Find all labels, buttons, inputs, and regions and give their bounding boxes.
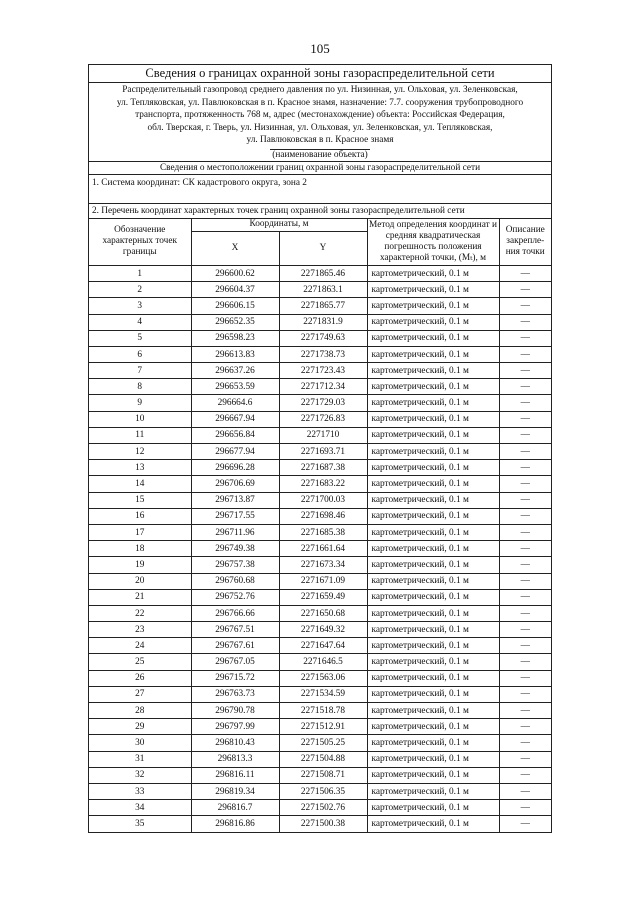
method-cell: картометрический, 0.1 м — [367, 314, 499, 330]
x-cell: 296767.61 — [191, 638, 279, 654]
x-cell: 296813.3 — [191, 751, 279, 767]
description-cell: — — [499, 298, 551, 314]
point-cell: 32 — [89, 767, 191, 783]
table-row — [89, 444, 551, 460]
method-cell: картометрический, 0.1 м — [367, 508, 499, 524]
description-cell: — — [499, 719, 551, 735]
description-cell: — — [499, 444, 551, 460]
table-row — [89, 800, 551, 816]
point-cell: 18 — [89, 541, 191, 557]
x-cell: 296819.34 — [191, 783, 279, 799]
y-cell: 2271723.43 — [279, 363, 367, 379]
table-row — [89, 541, 551, 557]
y-cell: 2271671.09 — [279, 573, 367, 589]
point-cell: 3 — [89, 298, 191, 314]
x-cell: 296816.11 — [191, 767, 279, 783]
method-cell: картометрический, 0.1 м — [367, 330, 499, 346]
method-cell: картометрический, 0.1 м — [367, 783, 499, 799]
point-cell: 22 — [89, 605, 191, 621]
y-cell: 2271726.83 — [279, 411, 367, 427]
table-row — [89, 346, 551, 362]
table-row — [89, 735, 551, 751]
x-cell: 296613.83 — [191, 346, 279, 362]
object-description-line: ул. Павлюковская в п. Красное знамя — [246, 135, 394, 146]
point-cell: 9 — [89, 395, 191, 411]
description-cell: — — [499, 751, 551, 767]
y-cell: 2271749.63 — [279, 330, 367, 346]
y-cell: 2271506.35 — [279, 783, 367, 799]
table-row — [89, 298, 551, 314]
x-cell: 296715.72 — [191, 670, 279, 686]
point-cell: 2 — [89, 282, 191, 298]
point-cell: 29 — [89, 719, 191, 735]
description-cell: — — [499, 605, 551, 621]
point-cell: 19 — [89, 557, 191, 573]
header-description: Описание закрепле-ния точки — [499, 219, 551, 266]
description-cell: — — [499, 395, 551, 411]
point-cell: 20 — [89, 573, 191, 589]
point-cell: 7 — [89, 363, 191, 379]
section-title: Сведения о местоположении границ охранной зоны газораспределительной сети — [89, 161, 551, 175]
y-cell: 2271729.03 — [279, 395, 367, 411]
point-cell: 31 — [89, 751, 191, 767]
y-cell: 2271698.46 — [279, 508, 367, 524]
table-row — [89, 476, 551, 492]
x-cell: 296810.43 — [191, 735, 279, 751]
method-cell: картометрический, 0.1 м — [367, 654, 499, 670]
table-row — [89, 638, 551, 654]
y-cell: 2271693.71 — [279, 444, 367, 460]
description-cell: — — [499, 767, 551, 783]
point-cell: 13 — [89, 460, 191, 476]
description-cell: — — [499, 622, 551, 638]
y-cell: 2271563.06 — [279, 670, 367, 686]
x-cell: 296757.38 — [191, 557, 279, 573]
description-cell: — — [499, 541, 551, 557]
point-cell: 27 — [89, 686, 191, 702]
description-cell: — — [499, 314, 551, 330]
point-cell: 17 — [89, 524, 191, 540]
method-cell: картометрический, 0.1 м — [367, 411, 499, 427]
y-cell: 2271647.64 — [279, 638, 367, 654]
point-cell: 25 — [89, 654, 191, 670]
method-cell: картометрический, 0.1 м — [367, 265, 499, 281]
method-cell: картометрический, 0.1 м — [367, 444, 499, 460]
point-cell: 15 — [89, 492, 191, 508]
description-cell: — — [499, 783, 551, 799]
x-cell: 296763.73 — [191, 686, 279, 702]
x-cell: 296790.78 — [191, 703, 279, 719]
point-cell: 14 — [89, 476, 191, 492]
y-cell: 2271661.64 — [279, 541, 367, 557]
coordinate-system: 1. Система координат: СК кадастрового округа, зона 2 — [89, 175, 551, 204]
point-cell: 33 — [89, 783, 191, 799]
table-row — [89, 783, 551, 799]
y-cell: 2271673.34 — [279, 557, 367, 573]
description-cell: — — [499, 557, 551, 573]
method-cell: картометрический, 0.1 м — [367, 638, 499, 654]
method-cell: картометрический, 0.1 м — [367, 686, 499, 702]
description-cell: — — [499, 411, 551, 427]
y-cell: 2271685.38 — [279, 524, 367, 540]
y-cell: 2271534.59 — [279, 686, 367, 702]
y-cell: 2271502.76 — [279, 800, 367, 816]
method-cell: картометрический, 0.1 м — [367, 622, 499, 638]
x-cell: 296711.96 — [191, 524, 279, 540]
table-row — [89, 654, 551, 670]
method-cell: картометрический, 0.1 м — [367, 703, 499, 719]
description-cell: — — [499, 686, 551, 702]
y-cell: 2271831.9 — [279, 314, 367, 330]
x-cell: 296767.05 — [191, 654, 279, 670]
description-cell: — — [499, 460, 551, 476]
table-row — [89, 816, 551, 832]
method-cell: картометрический, 0.1 м — [367, 605, 499, 621]
table-row — [89, 557, 551, 573]
point-cell: 24 — [89, 638, 191, 654]
method-cell: картометрический, 0.1 м — [367, 346, 499, 362]
y-cell: 2271512.91 — [279, 719, 367, 735]
x-cell: 296717.55 — [191, 508, 279, 524]
table-row — [89, 330, 551, 346]
x-cell: 296677.94 — [191, 444, 279, 460]
x-cell: 296604.37 — [191, 282, 279, 298]
description-cell: — — [499, 670, 551, 686]
y-cell: 2271710 — [279, 427, 367, 443]
method-cell: картометрический, 0.1 м — [367, 670, 499, 686]
description-cell: — — [499, 573, 551, 589]
y-cell: 2271863.1 — [279, 282, 367, 298]
method-cell: картометрический, 0.1 м — [367, 524, 499, 540]
point-cell: 34 — [89, 800, 191, 816]
header-point: Обозначение характерных точек границы — [89, 219, 191, 266]
description-cell: — — [499, 589, 551, 605]
y-cell: 2271518.78 — [279, 703, 367, 719]
table-row — [89, 314, 551, 330]
description-cell: — — [499, 363, 551, 379]
table-row — [89, 686, 551, 702]
description-cell: — — [499, 654, 551, 670]
table-row — [89, 719, 551, 735]
table-row — [89, 363, 551, 379]
table-row — [89, 524, 551, 540]
y-cell: 2271505.25 — [279, 735, 367, 751]
x-cell: 296696.28 — [191, 460, 279, 476]
description-cell: — — [499, 265, 551, 281]
point-cell: 1 — [89, 265, 191, 281]
method-cell: картометрический, 0.1 м — [367, 557, 499, 573]
object-description-line: Распределительный газопровод среднего давления по ул. Низинная, ул. Ольховая, ул. Зеленковская, — [122, 85, 518, 95]
y-cell: 2271650.68 — [279, 605, 367, 621]
boundary-info-document — [88, 64, 552, 833]
point-cell: 28 — [89, 703, 191, 719]
x-cell: 296816.7 — [191, 800, 279, 816]
x-cell: 296706.69 — [191, 476, 279, 492]
table-row — [89, 427, 551, 443]
point-cell: 6 — [89, 346, 191, 362]
table-row — [89, 265, 551, 281]
object-description-line: транспорта, протяженность 768 м, адрес (местонахождение) объекта: Российская Федерация, — [135, 110, 505, 121]
method-cell: картометрический, 0.1 м — [367, 816, 499, 832]
table-row — [89, 767, 551, 783]
point-cell: 35 — [89, 816, 191, 832]
method-cell: картометрический, 0.1 м — [367, 589, 499, 605]
y-cell: 2271865.46 — [279, 265, 367, 281]
method-cell: картометрический, 0.1 м — [367, 541, 499, 557]
y-cell: 2271683.22 — [279, 476, 367, 492]
method-cell: картометрический, 0.1 м — [367, 719, 499, 735]
table-row — [89, 670, 551, 686]
method-cell: картометрический, 0.1 м — [367, 751, 499, 767]
header-method: Метод определения координат и средняя квадратическая погрешность положения характерной точки, (Mₜ), м — [367, 219, 499, 266]
table-row — [89, 282, 551, 298]
x-cell: 296797.99 — [191, 719, 279, 735]
method-cell: картометрический, 0.1 м — [367, 476, 499, 492]
y-cell: 2271646.5 — [279, 654, 367, 670]
point-cell: 11 — [89, 427, 191, 443]
method-cell: картометрический, 0.1 м — [367, 735, 499, 751]
point-cell: 10 — [89, 411, 191, 427]
method-cell: картометрический, 0.1 м — [367, 492, 499, 508]
table-row — [89, 492, 551, 508]
point-cell: 8 — [89, 379, 191, 395]
x-cell: 296652.35 — [191, 314, 279, 330]
y-cell: 2271865.77 — [279, 298, 367, 314]
table-row — [89, 703, 551, 719]
table-row — [89, 460, 551, 476]
description-cell: — — [499, 282, 551, 298]
point-cell: 21 — [89, 589, 191, 605]
x-cell: 296767.51 — [191, 622, 279, 638]
table-row — [89, 395, 551, 411]
y-cell: 2271659.49 — [279, 589, 367, 605]
method-cell: картометрический, 0.1 м — [367, 767, 499, 783]
table-row — [89, 411, 551, 427]
description-cell: — — [499, 330, 551, 346]
description-cell: — — [499, 379, 551, 395]
point-cell: 5 — [89, 330, 191, 346]
x-cell: 296713.87 — [191, 492, 279, 508]
y-cell: 2271712.34 — [279, 379, 367, 395]
object-description-line: обл. Тверская, г. Тверь, ул. Низинная, ул. Ольховая, ул. Зеленковская, ул. Тепляковская, — [147, 122, 493, 133]
x-cell: 296760.68 — [191, 573, 279, 589]
y-cell: 2271738.73 — [279, 346, 367, 362]
x-cell: 296637.26 — [191, 363, 279, 379]
description-cell: — — [499, 638, 551, 654]
description-cell: — — [499, 346, 551, 362]
description-cell: — — [499, 508, 551, 524]
table-row — [89, 622, 551, 638]
points-list-title: 2. Перечень координат характерных точек границ охранной зоны газораспределительной сети — [89, 204, 551, 219]
description-cell: — — [499, 800, 551, 816]
y-cell: 2271649.32 — [279, 622, 367, 638]
y-cell: 2271504.88 — [279, 751, 367, 767]
page-number: 105 — [310, 41, 330, 56]
coordinates-table-body — [89, 265, 551, 831]
x-cell: 296664.6 — [191, 395, 279, 411]
x-cell: 296600.62 — [191, 265, 279, 281]
object-name-caption — [89, 149, 551, 161]
header-y: Y — [279, 231, 367, 265]
table-row — [89, 573, 551, 589]
header-coordinates: Координаты, м — [191, 219, 367, 232]
table-row — [89, 605, 551, 621]
point-cell: 30 — [89, 735, 191, 751]
y-cell: 2271687.38 — [279, 460, 367, 476]
description-cell: — — [499, 492, 551, 508]
x-cell: 296653.59 — [191, 379, 279, 395]
point-cell: 23 — [89, 622, 191, 638]
method-cell: картометрический, 0.1 м — [367, 298, 499, 314]
method-cell: картометрический, 0.1 м — [367, 573, 499, 589]
description-cell: — — [499, 476, 551, 492]
y-cell: 2271508.71 — [279, 767, 367, 783]
header-x: X — [191, 231, 279, 265]
description-cell: — — [499, 735, 551, 751]
method-cell: картометрический, 0.1 м — [367, 800, 499, 816]
method-cell: картометрический, 0.1 м — [367, 395, 499, 411]
x-cell: 296598.23 — [191, 330, 279, 346]
method-cell: картометрический, 0.1 м — [367, 363, 499, 379]
x-cell: 296749.38 — [191, 541, 279, 557]
object-name-caption-text: (наименование объекта) — [272, 149, 368, 160]
object-description-line: ул. Тепляковская, ул. Павлюковская в п. Красное знамя, назначение: 7.7. сооружения трубопроводного — [116, 97, 524, 108]
description-cell: — — [499, 703, 551, 719]
method-cell: картометрический, 0.1 м — [367, 379, 499, 395]
description-cell: — — [499, 816, 551, 832]
x-cell: 296606.15 — [191, 298, 279, 314]
description-cell: — — [499, 524, 551, 540]
y-cell: 2271700.03 — [279, 492, 367, 508]
method-cell: картометрический, 0.1 м — [367, 282, 499, 298]
x-cell: 296816.86 — [191, 816, 279, 832]
x-cell: 296766.66 — [191, 605, 279, 621]
point-cell: 12 — [89, 444, 191, 460]
table-row — [89, 589, 551, 605]
point-cell: 16 — [89, 508, 191, 524]
point-cell: 4 — [89, 314, 191, 330]
method-cell: картометрический, 0.1 м — [367, 427, 499, 443]
x-cell: 296656.84 — [191, 427, 279, 443]
point-cell: 26 — [89, 670, 191, 686]
table-row — [89, 751, 551, 767]
method-cell: картометрический, 0.1 м — [367, 460, 499, 476]
x-cell: 296752.76 — [191, 589, 279, 605]
document-title: Сведения о границах охранной зоны газораспределительной сети — [89, 65, 551, 83]
coordinates-table — [89, 219, 551, 832]
description-cell: — — [499, 427, 551, 443]
y-cell: 2271500.38 — [279, 816, 367, 832]
table-row — [89, 508, 551, 524]
x-cell: 296667.94 — [191, 411, 279, 427]
object-description — [89, 83, 551, 149]
table-row — [89, 379, 551, 395]
